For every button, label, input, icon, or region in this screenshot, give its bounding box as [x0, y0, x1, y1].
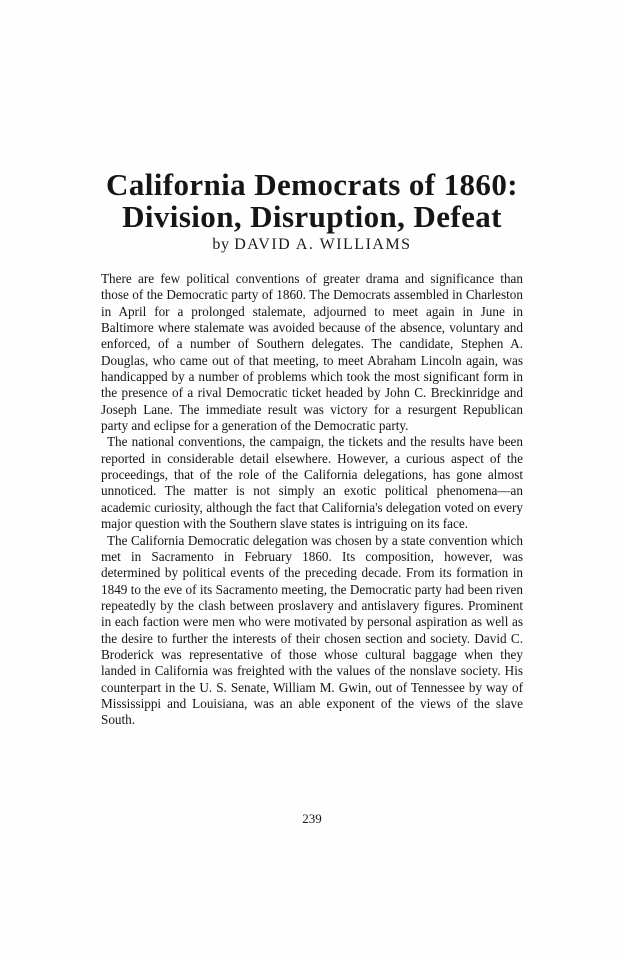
- paragraph-3: The California Democratic delegation was chosen by a state convention which met in Sacramento in February 1860. Its composition, however, was determined by political events of the preceding decade. From its formation in 1849 to the eve of its Sacramento meeting, the Democratic party had been riven repeatedly by the clash between proslavery and antislavery figures. Prominent in each faction were men who were motivated by personal aspiration as well as the desire to further the interests of their chosen section and society. David C. Broderick was representative of those whose cultural baggage when they landed in California was freighted with the values of the nonslave society. His counterpart in the U. S. Senate, William M. Gwin, out of Tennessee by way of Mississippi and Louisiana, was an able exponent of the views of the slave South.: [101, 532, 523, 728]
- byline-prefix: by: [212, 236, 230, 253]
- article-title-line-2: Division, Disruption, Defeat: [122, 199, 502, 234]
- paragraph-2: The national conventions, the campaign, the tickets and the results have been reported in considerable detail elsewhere. However, a curious aspect of the proceedings, that of the role of the California delegations, has gone almost unnoticed. The matter is not simply an exotic political phenomena—an academic curiosity, although the fact that California's delegation voted on every major question with the Southern slave states is intriguing on its face.: [101, 434, 523, 532]
- paragraph-1: There are few political conventions of greater drama and significance than those of the Democratic party of 1860. The Democrats assembled in Charleston in April for a prolonged stalemate, adjourned to meet again in June in Baltimore where stalemate was avoided because of the absence, voluntary and enforced, of a number of Southern delegates. The candidate, Stephen A. Douglas, who came out of that meeting, to meet Abraham Lincoln again, was handicapped by a number of problems which took the most significant form in the presence of a rival Democratic ticket headed by John C. Breckinridge and Joseph Lane. The immediate result was victory for a resurgent Republican party and eclipse for a generation of the Democratic party.: [101, 271, 523, 434]
- article-body: [101, 271, 523, 729]
- article-title-line-1: California Democrats of 1860:: [106, 167, 518, 202]
- author-name: DAVID A. WILLIAMS: [234, 236, 412, 253]
- page-number: 239: [302, 811, 322, 826]
- byline: [0, 236, 624, 254]
